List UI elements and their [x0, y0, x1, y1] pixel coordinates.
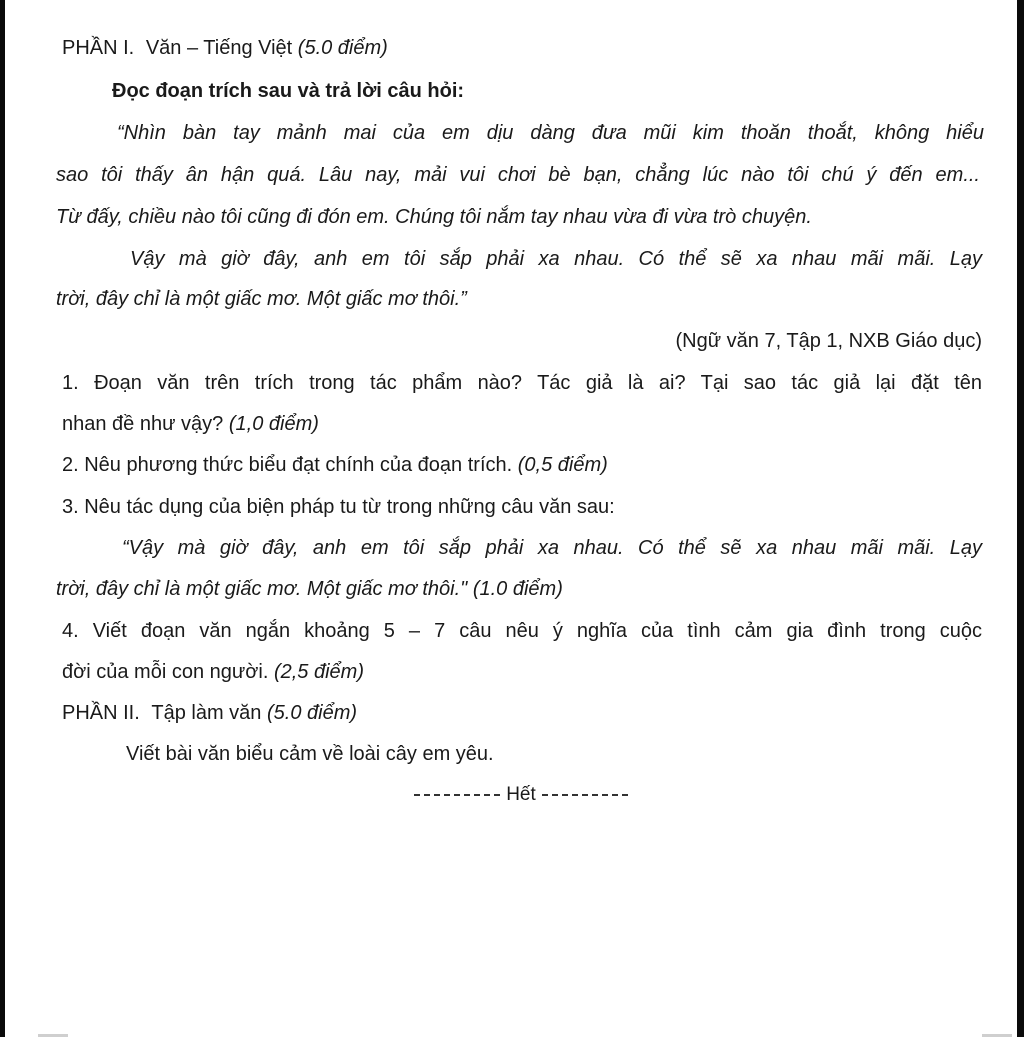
right-border	[1017, 0, 1024, 1037]
question-1-line-1: 1. Đoạn văn trên trích trong tác phẩm nào? Tác giả là ai? Tại sao tác giả lại đặt tên	[62, 372, 982, 394]
part2-label: PHẦN II.	[62, 702, 140, 724]
question-4-points: (2,5 điểm)	[273, 661, 364, 683]
question-4-line-1: 4. Viết đoạn văn ngắn khoảng 5 – 7 câu nêu ý nghĩa của tình cảm gia đình trong cuộc	[62, 620, 982, 642]
part2-heading	[62, 700, 357, 726]
end-text: Hết	[506, 784, 536, 805]
part1-label: PHẦN I.	[62, 37, 135, 59]
question-2	[62, 452, 608, 478]
question-2-points: (0,5 điểm)	[517, 454, 608, 476]
left-border	[0, 0, 5, 1037]
question-1-line-2	[62, 411, 319, 437]
part2-task: Viết bài văn biểu cảm về loài cây em yêu.	[126, 743, 494, 765]
passage-line-1: “Nhìn bàn tay mảnh mai của em dịu dàng đưa mũi kim thoăn thoắt, không hiểu	[117, 122, 984, 144]
end-dash-right	[542, 794, 628, 796]
question-3-quote-line-2: trời, đây chỉ là một giấc mơ. Một giấc mơ thôi." (1.0 điểm)	[56, 578, 563, 600]
source-citation: (Ngữ văn 7, Tập 1, NXB Giáo dục)	[675, 330, 982, 352]
question-2-text: 2. Nêu phương thức biểu đạt chính của đoạn trích.	[62, 454, 513, 476]
question-4-text: đời của mỗi con người.	[62, 661, 269, 683]
question-1-points: (1,0 điểm)	[228, 413, 319, 435]
part2-title: Tập làm văn	[151, 702, 262, 724]
question-4-line-2	[62, 659, 364, 685]
question-1-text: nhan đề như vậy?	[62, 413, 224, 435]
end-marker	[396, 782, 646, 808]
question-3-quote-line-1: “Vậy mà giờ đây, anh em tôi sắp phải xa nhau. Có thể sẽ xa nhau mãi mãi. Lạy	[122, 537, 982, 559]
passage-line-2: sao tôi thấy ân hận quá. Lâu nay, mải vui chơi bè bạn, chẳng lúc nào tôi chú ý đến em...	[56, 164, 980, 186]
passage-line-5: trời, đây chỉ là một giấc mơ. Một giấc mơ thôi.”	[56, 288, 467, 310]
part1-heading	[62, 35, 984, 61]
part1-title: Văn – Tiếng Việt	[145, 37, 293, 59]
end-dash-left	[414, 794, 500, 796]
question-3: 3. Nêu tác dụng của biện pháp tu từ trong những câu văn sau:	[62, 496, 615, 518]
part1-points: (5.0 điểm)	[297, 37, 388, 59]
passage-line-4: Vậy mà giờ đây, anh em tôi sắp phải xa nhau. Có thể sẽ xa nhau mãi mãi. Lạy	[130, 248, 982, 270]
part2-points: (5.0 điểm)	[266, 702, 358, 724]
passage-line-3: Từ đấy, chiều nào tôi cũng đi đón em. Chúng tôi nắm tay nhau vừa đi vừa trò chuyện.	[56, 206, 812, 228]
instruction: Đọc đoạn trích sau và trả lời câu hỏi:	[112, 80, 465, 102]
